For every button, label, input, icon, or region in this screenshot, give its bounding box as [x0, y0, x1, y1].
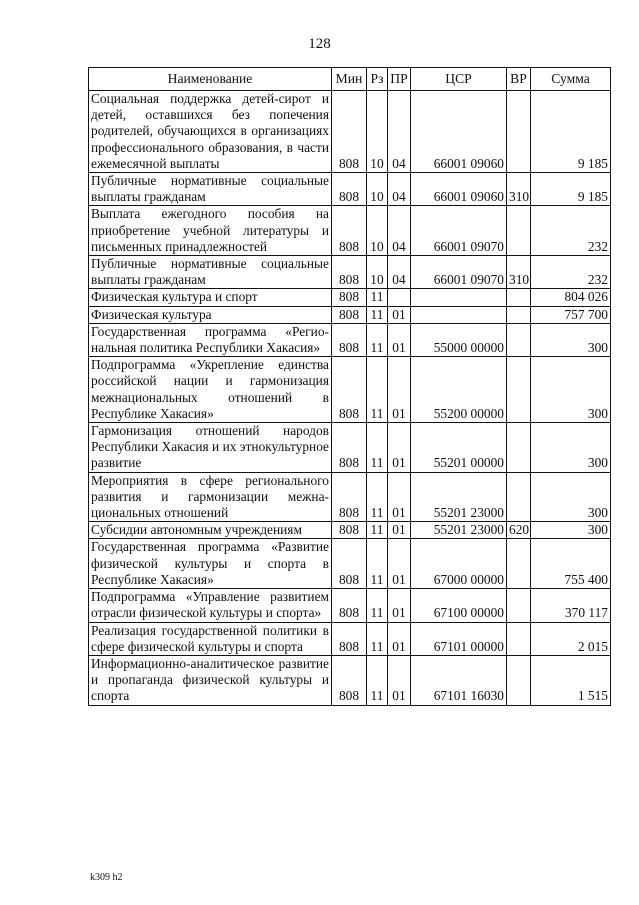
table-row — [89, 206, 611, 256]
header-rz: Рз — [367, 68, 388, 91]
table-row — [89, 91, 611, 173]
cell-min: 808 — [332, 289, 367, 306]
cell-rz: 11 — [367, 539, 388, 589]
table-row — [89, 289, 611, 306]
cell-sum: 232 — [531, 206, 611, 256]
table-row — [89, 472, 611, 522]
cell-vr — [507, 306, 531, 323]
cell-sum: 300 — [531, 357, 611, 423]
cell-csr: 66001 09070 — [411, 256, 507, 289]
cell-vr — [507, 423, 531, 473]
cell-vr — [507, 206, 531, 256]
cell-sum: 232 — [531, 256, 611, 289]
header-csr: ЦСР — [411, 68, 507, 91]
cell-name: Субсидии автономным учреждениям — [89, 522, 332, 539]
cell-min: 808 — [332, 589, 367, 622]
cell-pr: 01 — [388, 357, 411, 423]
cell-csr — [411, 306, 507, 323]
table-row — [89, 256, 611, 289]
cell-sum: 2 015 — [531, 622, 611, 655]
cell-name: Публичные нормативные социальные выплаты гражданам — [89, 256, 332, 289]
table-row — [89, 173, 611, 206]
cell-pr: 01 — [388, 622, 411, 655]
cell-rz: 11 — [367, 522, 388, 539]
cell-rz: 11 — [367, 655, 388, 705]
cell-pr: 01 — [388, 423, 411, 473]
cell-pr: 04 — [388, 256, 411, 289]
cell-csr: 67000 00000 — [411, 539, 507, 589]
cell-min: 808 — [332, 323, 367, 356]
cell-min: 808 — [332, 206, 367, 256]
cell-vr: 310 — [507, 173, 531, 206]
cell-min: 808 — [332, 357, 367, 423]
cell-vr — [507, 655, 531, 705]
cell-rz: 11 — [367, 323, 388, 356]
cell-sum: 300 — [531, 423, 611, 473]
cell-rz: 10 — [367, 173, 388, 206]
cell-csr: 55201 00000 — [411, 423, 507, 473]
cell-min: 808 — [332, 539, 367, 589]
cell-vr — [507, 589, 531, 622]
table-header-row — [89, 68, 611, 91]
cell-min: 808 — [332, 173, 367, 206]
cell-name: Физическая культура и спорт — [89, 289, 332, 306]
cell-rz: 11 — [367, 589, 388, 622]
table-row — [89, 622, 611, 655]
cell-sum: 757 700 — [531, 306, 611, 323]
cell-vr: 620 — [507, 522, 531, 539]
cell-name: Государственная программа «Развитие физической культуры и спорта в Республике Хакасия» — [89, 539, 332, 589]
cell-csr: 55201 23000 — [411, 472, 507, 522]
cell-rz: 10 — [367, 91, 388, 173]
cell-pr: 04 — [388, 91, 411, 173]
header-name: Наименование — [89, 68, 332, 91]
cell-sum: 9 185 — [531, 91, 611, 173]
cell-vr — [507, 472, 531, 522]
cell-rz: 10 — [367, 206, 388, 256]
cell-vr: 310 — [507, 256, 531, 289]
cell-name: Социальная поддержка детей-сирот и детей, оставшихся без попечения родителей, обучающихся в организациях профессионального образования, в части ежемесячной выплаты — [89, 91, 332, 173]
cell-csr: 67101 00000 — [411, 622, 507, 655]
cell-vr — [507, 357, 531, 423]
cell-vr — [507, 323, 531, 356]
cell-rz: 11 — [367, 423, 388, 473]
cell-csr — [411, 289, 507, 306]
footer-code: k309 h2 — [90, 872, 123, 883]
table-row — [89, 522, 611, 539]
cell-name: Гармонизация отношений народов Республики Хакасия и их этнокультурное развитие — [89, 423, 332, 473]
cell-sum: 755 400 — [531, 539, 611, 589]
cell-min: 808 — [332, 522, 367, 539]
cell-csr: 66001 09060 — [411, 173, 507, 206]
budget-table — [88, 67, 611, 706]
cell-vr — [507, 622, 531, 655]
cell-name: Подпрограмма «Управление развитием отрасли физической культуры и спорта» — [89, 589, 332, 622]
cell-rz: 10 — [367, 256, 388, 289]
cell-pr — [388, 289, 411, 306]
cell-sum: 300 — [531, 472, 611, 522]
cell-csr: 55201 23000 — [411, 522, 507, 539]
cell-name: Государственная программа «Региональная политика Республики Хакасия» — [89, 323, 332, 356]
cell-csr: 66001 09070 — [411, 206, 507, 256]
table-row — [89, 655, 611, 705]
cell-csr: 66001 09060 — [411, 91, 507, 173]
cell-vr — [507, 539, 531, 589]
cell-name: Информационно-аналитическое развитие и пропаганда физической культуры и спорта — [89, 655, 332, 705]
cell-csr: 55000 00000 — [411, 323, 507, 356]
table-row — [89, 423, 611, 473]
cell-min: 808 — [332, 655, 367, 705]
cell-min: 808 — [332, 306, 367, 323]
header-vr: ВР — [507, 68, 531, 91]
page-number: 128 — [308, 36, 331, 52]
header-pr: ПР — [388, 68, 411, 91]
cell-sum: 300 — [531, 323, 611, 356]
table-row — [89, 589, 611, 622]
cell-rz: 11 — [367, 289, 388, 306]
header-min: Мин — [332, 68, 367, 91]
table-body — [89, 91, 611, 706]
table-row — [89, 357, 611, 423]
cell-pr: 01 — [388, 655, 411, 705]
table-row — [89, 323, 611, 356]
cell-min: 808 — [332, 256, 367, 289]
cell-min: 808 — [332, 423, 367, 473]
cell-name: Выплата ежегодного пособия на приобретение учебной литературы и письменных принадлежностей — [89, 206, 332, 256]
cell-rz: 11 — [367, 357, 388, 423]
cell-csr: 55200 00000 — [411, 357, 507, 423]
cell-min: 808 — [332, 91, 367, 173]
cell-name: Мероприятия в сфере регионального развития и гармонизации межнациональных отношений — [89, 472, 332, 522]
cell-sum: 1 515 — [531, 655, 611, 705]
cell-sum: 804 026 — [531, 289, 611, 306]
cell-rz: 11 — [367, 472, 388, 522]
cell-rz: 11 — [367, 306, 388, 323]
cell-pr: 01 — [388, 472, 411, 522]
cell-sum: 300 — [531, 522, 611, 539]
table-row — [89, 539, 611, 589]
cell-pr: 01 — [388, 323, 411, 356]
cell-min: 808 — [332, 622, 367, 655]
cell-pr: 01 — [388, 539, 411, 589]
cell-pr: 04 — [388, 206, 411, 256]
table-row — [89, 306, 611, 323]
cell-csr: 67101 16030 — [411, 655, 507, 705]
cell-pr: 01 — [388, 522, 411, 539]
cell-pr: 01 — [388, 589, 411, 622]
cell-name: Публичные нормативные социальные выплаты гражданам — [89, 173, 332, 206]
cell-name: Физическая культура — [89, 306, 332, 323]
cell-sum: 9 185 — [531, 173, 611, 206]
header-sum: Сумма — [531, 68, 611, 91]
cell-rz: 11 — [367, 622, 388, 655]
cell-vr — [507, 289, 531, 306]
cell-pr: 04 — [388, 173, 411, 206]
cell-name: Подпрограмма «Укрепление единства российской нации и гармонизация межнациональных отношений в Республике Хакасия» — [89, 357, 332, 423]
cell-min: 808 — [332, 472, 367, 522]
cell-name: Реализация государственной политики в сфере физической культуры и спорта — [89, 622, 332, 655]
cell-vr — [507, 91, 531, 173]
cell-csr: 67100 00000 — [411, 589, 507, 622]
cell-pr: 01 — [388, 306, 411, 323]
cell-sum: 370 117 — [531, 589, 611, 622]
